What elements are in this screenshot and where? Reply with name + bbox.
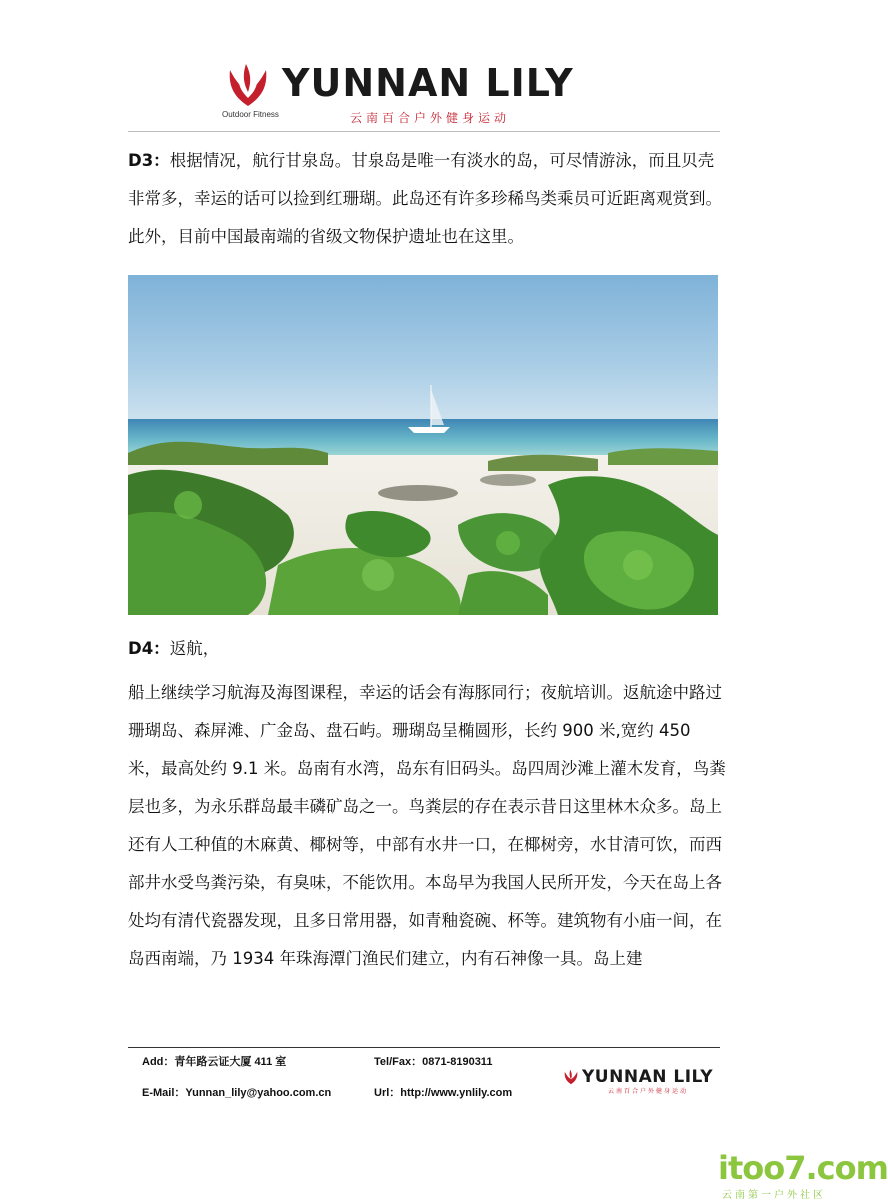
d4-label: D4：: [128, 639, 170, 658]
footer-divider: [128, 1047, 720, 1048]
header-divider: [128, 131, 720, 132]
footer-lily-logo-icon: [562, 1068, 580, 1086]
d3-paragraph: [128, 142, 728, 256]
brand-tagline: Outdoor Fitness: [222, 110, 279, 119]
footer-brand-chinese-name: 云南百合户外健身运动: [608, 1088, 689, 1095]
beach-island-photo: [128, 275, 718, 615]
brand-name: YUNNAN LILY: [282, 61, 574, 105]
footer-brand-name: YUNNAN LILY: [582, 1067, 714, 1087]
watermark-subtext: 云南第一户外社区: [722, 1190, 826, 1201]
page-header: [0, 0, 848, 140]
lily-logo-icon: [222, 62, 274, 108]
watermark-text: itoo7.com: [718, 1149, 888, 1187]
site-watermark: [718, 1149, 888, 1201]
beach-scene-image: [128, 275, 718, 615]
footer-email[interactable]: E-Mail：Yunnan_lily@yahoo.com.cn: [142, 1087, 332, 1099]
footer-telfax: Tel/Fax：0871-8190311: [374, 1056, 493, 1068]
d4-title: 返航，: [169, 639, 220, 658]
d4-paragraph: 船上继续学习航海及海图课程，幸运的话会有海豚同行；夜航培训。返航途中路过珊瑚岛、森屏滩、广金岛、盘石屿。珊瑚岛呈椭圆形，长约 900 米,宽约 450 米，最高处约 9.1 米。岛南有水湾，岛东有旧码头。岛四周沙滩上灌木发育，鸟粪层也多，为永乐群岛最丰磷矿岛之一。鸟粪层的存在表示昔日这里林木众多。岛上还有人工种值的木麻黄、椰树等，中部有水井一口，在椰树旁，水甘清可饮，而西部井水受鸟粪污染，有臭味，不能饮用。本岛早为我国人民所开发，今天在岛上各处均有清代瓷器发现，且多日常用器，如青釉瓷碗、杯等。建筑物有小庙一间，在岛西南端，乃 1934 年珠海潭门渔民们建立，内有石神像一具。岛上建: [128, 683, 726, 968]
brand-chinese-name: 云南百合户外健身运动: [350, 111, 511, 125]
footer-url[interactable]: Url：http://www.ynlily.com: [374, 1087, 513, 1099]
d3-text: 根据情况，航行甘泉岛。甘泉岛是唯一有淡水的岛，可尽情游泳，而且贝壳非常多，幸运的话可以捡到红珊瑚。此岛还有许多珍稀鸟类乘员可近距离观赏到。此外，目前中国最南端的省级文物保护遗址也在这里。: [128, 151, 722, 246]
d4-heading: [128, 630, 728, 668]
d3-label: D3：: [128, 151, 170, 170]
footer-address: Add：青年路云证大厦 411 室: [142, 1056, 287, 1068]
